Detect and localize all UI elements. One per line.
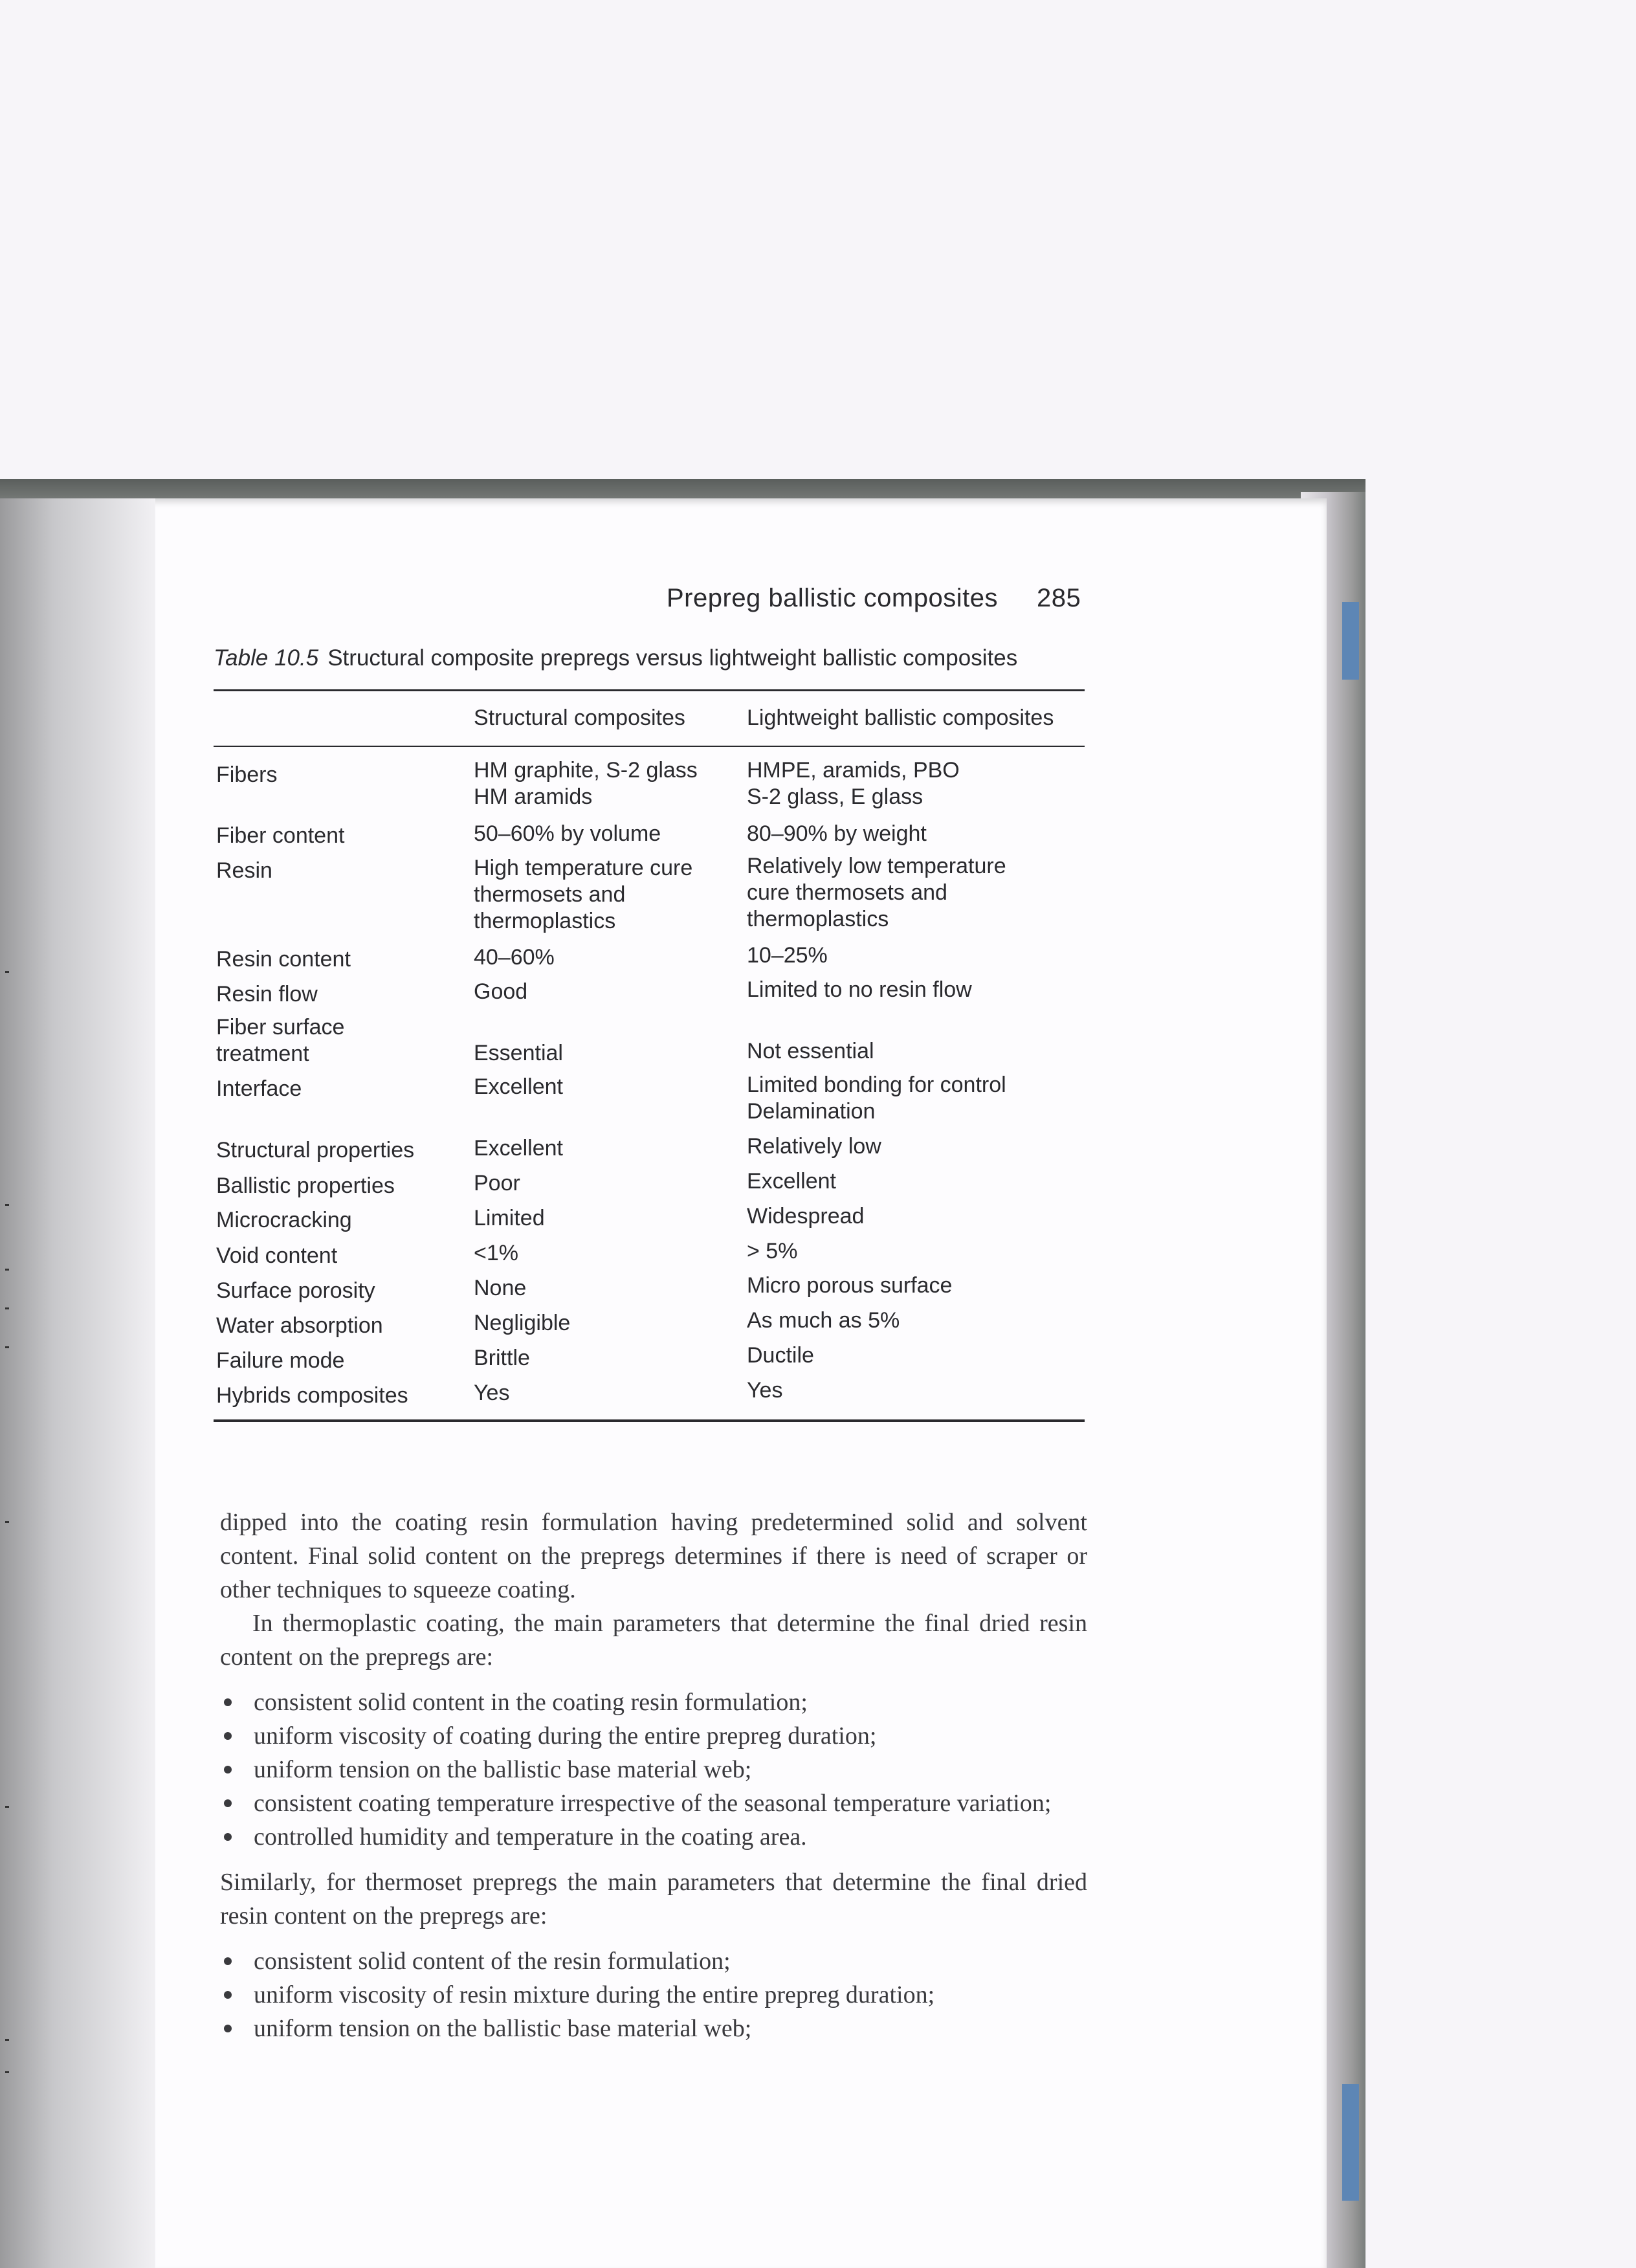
row-label: Interface — [216, 1076, 302, 1101]
structural-cell: 50–60% by volume — [474, 821, 661, 846]
list-item: uniform tension on the ballistic base material web; — [220, 2012, 1087, 2045]
list-item: consistent solid content in the coating resin formulation; — [220, 1685, 1087, 1719]
list-item: controlled humidity and temperature in the coating area. — [220, 1820, 1087, 1854]
running-head-title: Prepreg ballistic composites — [667, 584, 998, 612]
row-label: Resin content — [216, 947, 351, 972]
ballistic-cell: Yes — [747, 1378, 783, 1403]
row-label: Ballistic properties — [216, 1173, 395, 1198]
row-label: Fiber content — [216, 823, 345, 848]
table-caption — [214, 645, 1017, 671]
paragraph: In thermoplastic coating, the main parameters that determine the final dried resin content on the prepregs are: — [220, 1610, 1087, 1671]
ballistic-cell: Relatively low — [747, 1134, 881, 1159]
row-label: Resin flow — [216, 982, 318, 1006]
ballistic-cell: Relatively low temperature cure thermosets and thermoplastics — [747, 854, 1006, 931]
row-label: Microcracking — [216, 1208, 352, 1232]
table-caption-label: Table 10.5 — [214, 645, 319, 671]
body-text — [220, 1506, 1087, 2045]
structural-cell: Excellent — [474, 1136, 563, 1161]
page-number: 285 — [1037, 584, 1081, 612]
ballistic-cell: HMPE, aramids, PBO S-2 glass, E glass — [747, 758, 960, 809]
ballistic-cell: > 5% — [747, 1239, 798, 1263]
row-label: Fibers — [216, 762, 278, 787]
structural-cell: <1% — [474, 1241, 518, 1265]
table-header-structural: Structural composites — [474, 706, 685, 730]
ballistic-cell: Not essential — [747, 1039, 874, 1063]
ballistic-cell: As much as 5% — [747, 1308, 900, 1333]
board-accent-bottom — [1342, 2084, 1359, 2201]
list-item: consistent solid content of the resin formulation; — [220, 1944, 1087, 1978]
structural-cell: Yes — [474, 1381, 510, 1405]
structural-cell: Poor — [474, 1171, 520, 1195]
page-gutter-shadow — [0, 498, 155, 2268]
board-accent-top — [1342, 602, 1359, 680]
ballistic-cell: Widespread — [747, 1204, 865, 1228]
ballistic-cell: Limited to no resin flow — [747, 977, 972, 1002]
row-label: Structural properties — [216, 1138, 415, 1162]
table-header-ballistic: Lightweight ballistic composites — [747, 706, 1054, 730]
row-label: Void content — [216, 1243, 338, 1268]
structural-cell: Excellent — [474, 1074, 563, 1099]
row-label: Hybrids composites — [216, 1383, 408, 1408]
structural-cell: Brittle — [474, 1346, 530, 1370]
ballistic-cell: Ductile — [747, 1343, 814, 1368]
structural-cell: Essential — [474, 1041, 563, 1065]
row-label: Surface porosity — [216, 1278, 375, 1303]
row-label: Failure mode — [216, 1348, 345, 1373]
ballistic-cell: Excellent — [747, 1169, 836, 1194]
bullet-list-thermoset — [220, 1944, 1087, 2045]
list-item: uniform viscosity of resin mixture during the entire prepreg duration; — [220, 1978, 1087, 2012]
ballistic-cell: Limited bonding for control Delamination — [747, 1073, 1006, 1124]
row-label: Resin — [216, 858, 272, 883]
paragraph: dipped into the coating resin formulation having predetermined solid and solvent content. Final solid content on the prepregs determines if there is need of scraper or other techniques to squeeze coating. — [220, 1509, 1087, 1603]
structural-cell: 40–60% — [474, 945, 555, 970]
structural-cell: Limited — [474, 1206, 545, 1230]
structural-cell: None — [474, 1276, 527, 1300]
bullet-list-thermoplastic — [220, 1685, 1087, 1854]
structural-cell: Negligible — [474, 1311, 571, 1335]
list-item: consistent coating temperature irrespective of the seasonal temperature variation; — [220, 1786, 1087, 1820]
list-item: uniform viscosity of coating during the entire prepreg duration; — [220, 1719, 1087, 1753]
ballistic-cell: 10–25% — [747, 943, 828, 968]
ballistic-cell: 80–90% by weight — [747, 821, 927, 846]
row-label: Fiber surface treatment — [216, 1015, 345, 1066]
table-caption-text: Structural composite prepregs versus lightweight ballistic composites — [327, 645, 1018, 671]
structural-cell: HM graphite, S-2 glass HM aramids — [474, 758, 698, 809]
row-label: Water absorption — [216, 1313, 383, 1338]
ballistic-cell: Micro porous surface — [747, 1273, 953, 1298]
structural-cell: Good — [474, 979, 528, 1004]
table-bottom-rule — [214, 1419, 1085, 1422]
structural-cell: High temperature cure thermosets and thermoplastics — [474, 856, 693, 933]
table-header-rule — [214, 746, 1085, 747]
list-item: uniform tension on the ballistic base material web; — [220, 1753, 1087, 1786]
table-top-rule — [214, 689, 1085, 691]
paragraph: Similarly, for thermoset prepregs the main parameters that determine the final dried resin content on the prepregs are: — [220, 1869, 1087, 1929]
running-head — [667, 584, 1081, 613]
